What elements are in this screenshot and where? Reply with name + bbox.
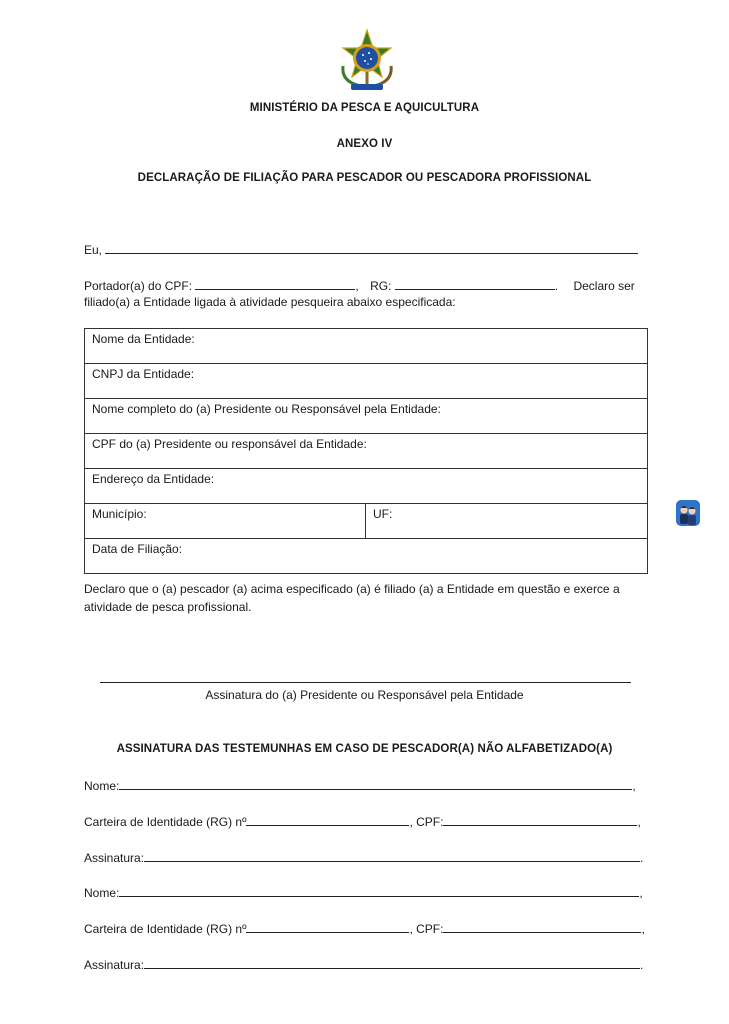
declaration-title: DECLARAÇÃO DE FILIAÇÃO PARA PESCADOR OU PESCADORA PROFISSIONAL [137,172,592,184]
president-signature-line[interactable] [100,682,631,683]
assinatura-label: Assinatura: [84,958,145,972]
table-row [85,329,648,364]
comma: , [641,922,645,936]
table-row [85,434,648,469]
annex-title: ANEXO IV [336,138,393,150]
table-row [85,504,648,539]
period: . [640,958,644,972]
witnesses-title: ASSINATURA DAS TESTEMUNHAS EM CASO DE PESCADOR(A) NÃO ALFABETIZADO(A) [116,743,613,755]
filiado-text: filiado(a) a Entidade ligada à atividade pesqueira abaixo especificada: [84,295,456,309]
president-name-cell[interactable]: Nome completo do (a) Presidente ou Responsável pela Entidade: [85,399,648,434]
nome-label: Nome: [84,886,120,900]
witness2-name-line [84,884,643,900]
witness1-signature-blank[interactable] [144,849,640,862]
rg-label: Carteira de Identidade (RG) nº [84,922,247,936]
ministry-title: MINISTÉRIO DA PESCA E AQUICULTURA [249,102,480,114]
witness2-id-line [84,920,645,936]
comma: , [639,886,643,900]
witness1-name-blank[interactable] [119,777,632,790]
eu-label: Eu, [84,243,103,257]
witness1-rg-blank[interactable] [246,813,409,826]
cpf-rg-line: Portador(a) do CPF: , RG: . Declaro ser [84,279,635,293]
nome-label: Nome: [84,779,120,793]
witness1-signature-line [84,849,643,865]
table-row [85,539,648,574]
witness1-cpf-blank[interactable] [443,813,637,826]
witness2-signature-blank[interactable] [144,956,640,969]
statement-paragraph [84,580,650,616]
president-signature-caption: Assinatura do (a) Presidente ou Responsável pela Entidade [205,688,524,702]
statement-line-2: atividade de pesca profissional. [84,600,252,614]
municipio-cell[interactable]: Município: [85,504,366,539]
declaro-text: Declaro ser [573,279,635,293]
table-row [85,364,648,399]
witness1-name-line [84,777,636,793]
uf-cell[interactable]: UF: [366,504,648,539]
comma: , [632,779,636,793]
comma: , [355,279,359,293]
entity-name-cell[interactable]: Nome da Entidade: [85,329,648,364]
data-filiacao-cell[interactable]: Data de Filiação: [85,539,648,574]
cpf-label: Portador(a) do CPF: [84,279,193,293]
name-line [84,241,638,257]
cpf-blank[interactable] [195,277,355,290]
rg-blank[interactable] [395,277,555,290]
statement-line-1: Declaro que o (a) pescador (a) acima especificado (a) é filiado (a) a Entidade em questão e exerce a [84,582,620,596]
entity-table [84,328,648,574]
witness2-cpf-blank[interactable] [443,920,641,933]
rg-label: RG: [370,279,392,293]
entity-address-cell[interactable]: Endereço da Entidade: [85,469,648,504]
cpf-label: , CPF: [409,815,444,829]
comma: , [637,815,641,829]
cpf-label: , CPF: [409,922,444,936]
witness1-id-line [84,813,641,829]
period: . [640,851,644,865]
witness2-rg-blank[interactable] [246,920,409,933]
table-row [85,469,648,504]
entity-cnpj-cell[interactable]: CNPJ da Entidade: [85,364,648,399]
assinatura-label: Assinatura: [84,851,145,865]
brazil-coat-of-arms-icon [333,28,401,92]
witness2-name-blank[interactable] [119,884,639,897]
table-row [85,399,648,434]
chat-assistant-icon[interactable] [676,500,700,526]
name-blank[interactable] [105,241,638,254]
witness2-signature-line [84,956,643,972]
rg-label: Carteira de Identidade (RG) nº [84,815,247,829]
president-cpf-cell[interactable]: CPF do (a) Presidente ou responsável da Entidade: [85,434,648,469]
